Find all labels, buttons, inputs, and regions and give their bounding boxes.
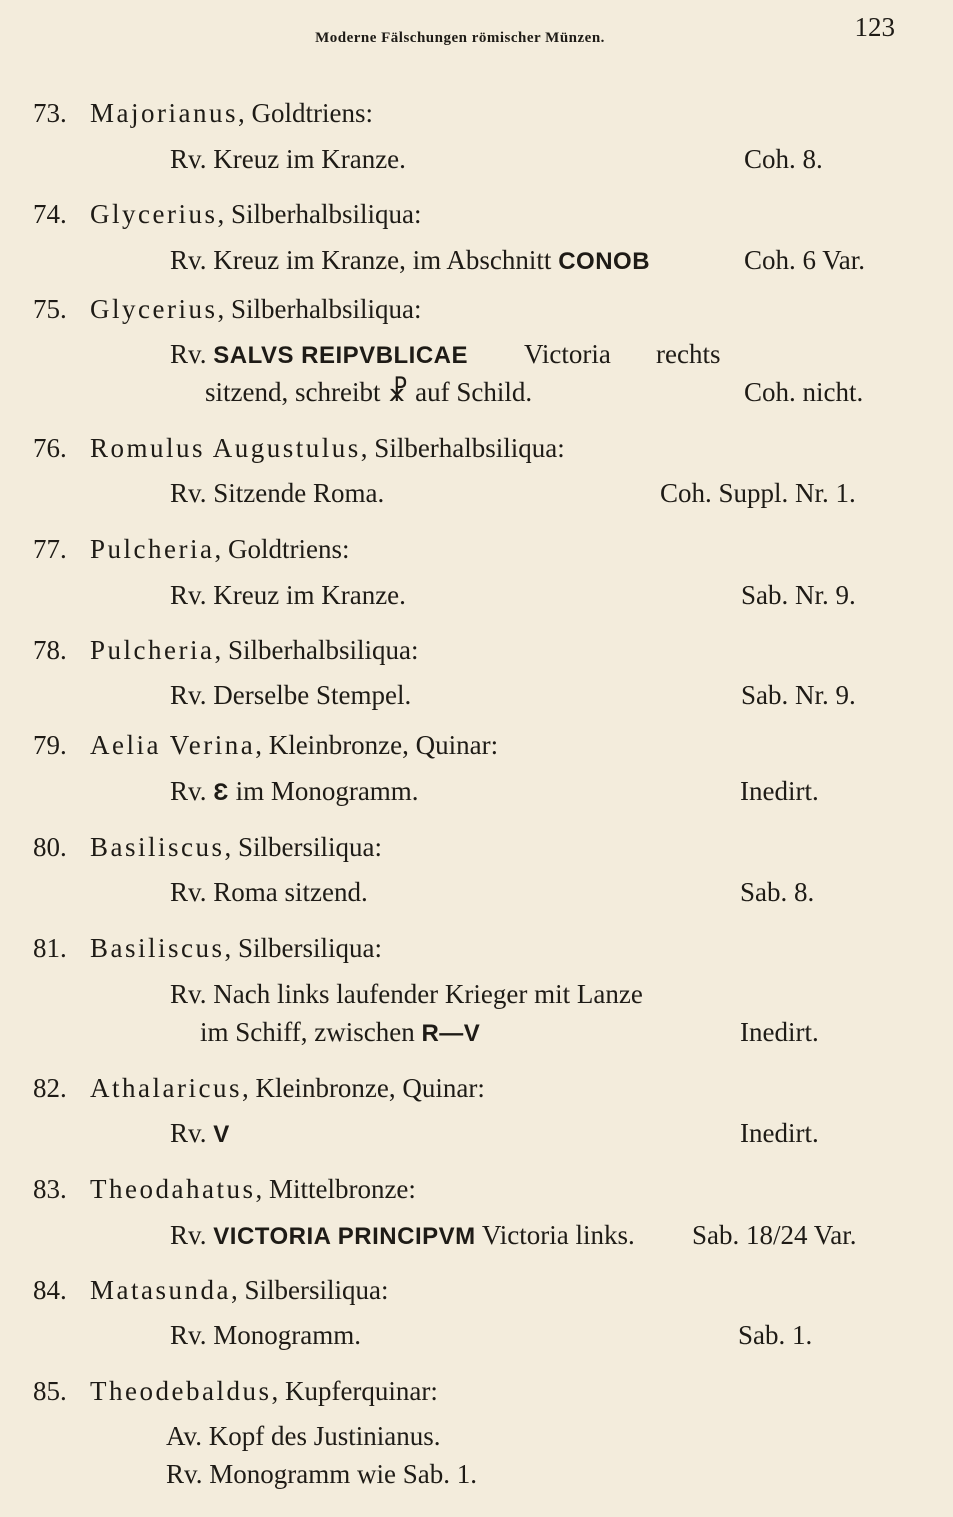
entry-number: 75. xyxy=(33,294,67,324)
reverse-prefix: Rv. xyxy=(170,680,207,710)
monogram-symbol: Ɛ xyxy=(213,779,229,806)
reverse-prefix: Rv. xyxy=(170,979,207,1009)
reverse-prefix: Rv. xyxy=(170,144,207,174)
entry-number: 80. xyxy=(33,832,67,862)
coin-legend: SALVS REIPVBLICAE xyxy=(213,342,469,369)
catalog-reference: Coh. Suppl. Nr. 1. xyxy=(660,478,856,508)
coin-type: , Goldtriens: xyxy=(214,534,350,564)
reverse-continuation xyxy=(200,1016,480,1050)
entry-number: 77. xyxy=(33,534,67,564)
page-number: 123 xyxy=(854,12,895,42)
reverse-prefix: Rv. xyxy=(166,1459,203,1489)
continuation-text: im Schiff, zwischen xyxy=(200,1017,415,1047)
entry-heading xyxy=(90,1274,388,1306)
ruler-name: Theodahatus xyxy=(90,1174,256,1204)
ruler-name: Theodebaldus xyxy=(90,1376,272,1406)
coin-legend: CONOB xyxy=(558,248,651,275)
catalog-reference: Sab. 18/24 Var. xyxy=(692,1220,857,1250)
reverse-line xyxy=(170,244,650,278)
reverse-description: Kreuz im Kranze. xyxy=(213,580,406,610)
reverse-description: Victoria xyxy=(524,339,611,369)
entry-number: 81. xyxy=(33,933,67,963)
coin-type: , Kupferquinar: xyxy=(271,1376,438,1406)
entry-heading xyxy=(90,432,565,464)
entry-number: 82. xyxy=(33,1073,67,1103)
reverse-line xyxy=(170,775,419,809)
reverse-description: Victoria links. xyxy=(481,1220,635,1250)
obverse-description: Kopf des Justinianus. xyxy=(208,1421,441,1451)
entry-heading xyxy=(90,1375,438,1407)
ruler-name: Pulcheria xyxy=(90,635,215,665)
ruler-name: Majorianus xyxy=(90,98,238,128)
reverse-description: Derselbe Stempel. xyxy=(213,680,412,710)
entry-heading xyxy=(90,198,421,230)
catalog-reference: Inedirt. xyxy=(740,776,819,806)
reverse-line xyxy=(170,679,411,711)
coin-legend: R—V xyxy=(421,1020,481,1047)
running-title: Moderne Fälschungen römischer Münzen. xyxy=(315,30,605,46)
entry-heading xyxy=(90,634,418,666)
entry-number: 83. xyxy=(33,1174,67,1204)
coin-type: , Silberhalbsiliqua: xyxy=(217,294,422,324)
entry-number: 85. xyxy=(33,1376,67,1406)
coin-type: , Silbersiliqua: xyxy=(230,1275,389,1305)
catalog-reference: Inedirt. xyxy=(740,1118,819,1148)
entry-heading xyxy=(90,97,373,129)
entry-number: 84. xyxy=(33,1275,67,1305)
reverse-line xyxy=(170,876,368,908)
reverse-description: Nach links laufender Krieger mit Lanze xyxy=(213,979,643,1009)
entry-heading xyxy=(90,932,382,964)
entry-heading xyxy=(90,831,382,863)
catalog-reference: Coh. nicht. xyxy=(744,377,864,407)
entry-heading xyxy=(90,729,498,761)
entry-heading xyxy=(90,1173,416,1205)
coin-type: , Silberhalbsiliqua: xyxy=(360,433,565,463)
reverse-line xyxy=(170,1117,230,1151)
entry-number: 74. xyxy=(33,199,67,229)
ruler-name: Basiliscus xyxy=(90,832,225,862)
reverse-description: Roma sitzend. xyxy=(213,877,368,907)
reverse-continuation xyxy=(205,376,532,408)
reverse-prefix: Rv. xyxy=(170,1320,207,1350)
coin-type: , Kleinbronze, Quinar: xyxy=(241,1073,485,1103)
reverse-description: Kreuz im Kranze. xyxy=(213,144,406,174)
catalog-reference: Sab. Nr. 9. xyxy=(741,580,856,610)
reverse-line xyxy=(170,1219,635,1253)
catalog-reference: Coh. 6 Var. xyxy=(744,245,866,275)
coin-type: , Silberhalbsiliqua: xyxy=(217,199,422,229)
entry-heading xyxy=(90,1072,485,1104)
reverse-prefix: Rv. xyxy=(170,245,207,275)
entry-heading xyxy=(90,533,349,565)
catalog-reference: Sab. Nr. 9. xyxy=(741,680,856,710)
catalog-reference: Sab. 1. xyxy=(738,1320,813,1350)
reverse-line xyxy=(170,338,468,372)
obverse-prefix: Av. xyxy=(166,1421,202,1451)
entry-number: 76. xyxy=(33,433,67,463)
coin-type: , Mittelbronze: xyxy=(255,1174,416,1204)
reverse-line xyxy=(170,579,406,611)
reverse-line xyxy=(170,143,406,175)
coin-legend: VICTORIA PRINCIPVM xyxy=(213,1223,476,1250)
reverse-line xyxy=(166,1458,477,1490)
coin-legend: V xyxy=(213,1121,230,1148)
reverse-description: Kreuz im Kranze, im Abschnitt xyxy=(213,245,552,275)
coin-type: , Goldtriens: xyxy=(237,98,373,128)
reverse-prefix: Rv. xyxy=(170,478,207,508)
reverse-description: Sitzende Roma. xyxy=(213,478,385,508)
reverse-prefix: Rv. xyxy=(170,1220,207,1250)
entry-number: 78. xyxy=(33,635,67,665)
entry-number: 79. xyxy=(33,730,67,760)
obverse-line xyxy=(166,1420,441,1452)
coin-type: , Kleinbronze, Quinar: xyxy=(255,730,499,760)
catalog-reference: Coh. 8. xyxy=(744,144,823,174)
reverse-description: im Monogramm. xyxy=(235,776,419,806)
ruler-name: Romulus Augustulus xyxy=(90,433,361,463)
catalog-reference: Sab. 8. xyxy=(740,877,815,907)
reverse-line xyxy=(170,477,384,509)
entry-heading xyxy=(90,293,421,325)
coin-type: , Silberhalbsiliqua: xyxy=(214,635,419,665)
reverse-description-cont: rechts xyxy=(656,339,721,369)
coin-type: , Silbersiliqua: xyxy=(224,832,383,862)
catalog-reference: Inedirt. xyxy=(740,1017,819,1047)
ruler-name: Aelia Verina xyxy=(90,730,256,760)
reverse-prefix: Rv. xyxy=(170,776,207,806)
entry-number: 73. xyxy=(33,98,67,128)
ruler-name: Glycerius xyxy=(90,199,218,229)
coin-type: , Silbersiliqua: xyxy=(224,933,383,963)
continuation-text: sitzend, schreibt xyxy=(205,377,381,407)
reverse-description: Monogramm. xyxy=(213,1320,362,1350)
ruler-name: Pulcheria xyxy=(90,534,215,564)
reverse-description: Monogramm wie Sab. 1. xyxy=(209,1459,477,1489)
reverse-prefix: Rv. xyxy=(170,339,207,369)
reverse-line xyxy=(170,978,643,1010)
continuation-text-2: auf Schild. xyxy=(415,377,533,407)
ruler-name: Basiliscus xyxy=(90,933,225,963)
ruler-name: Athalaricus xyxy=(90,1073,242,1103)
chi-rho-symbol: ☧ xyxy=(387,377,409,407)
reverse-prefix: Rv. xyxy=(170,877,207,907)
reverse-prefix: Rv. xyxy=(170,580,207,610)
reverse-line xyxy=(170,1319,361,1351)
reverse-prefix: Rv. xyxy=(170,1118,207,1148)
ruler-name: Glycerius xyxy=(90,294,218,324)
ruler-name: Matasunda xyxy=(90,1275,231,1305)
